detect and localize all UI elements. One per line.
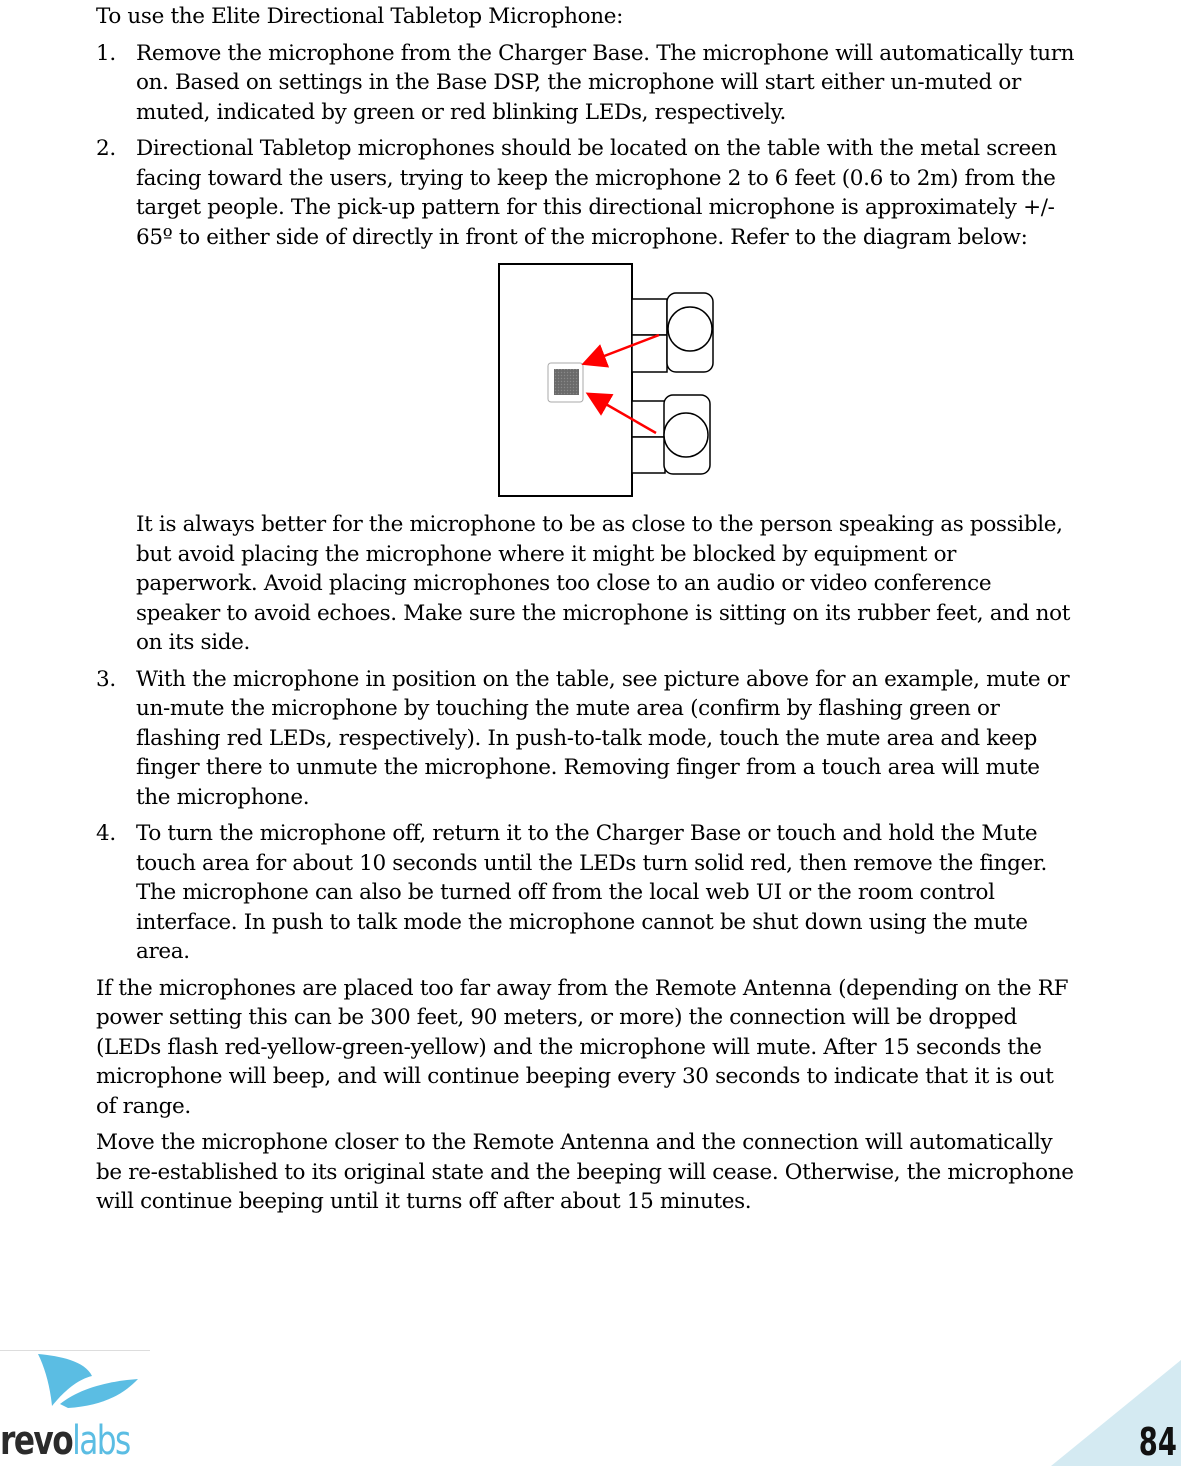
list-item-3: [96, 665, 1076, 813]
intro-text: To use the Elite Directional Tabletop Microphone:: [96, 4, 623, 29]
list-item-2: [96, 134, 1076, 658]
step-text: With the microphone in position on the table, see picture above for an example, mute or un-mute the microphone by touching the mute area (confirm by flashing green or flashing red LEDs, respectively). In push-to-talk mode, touch the mute area and keep finger there to unmute the microphone. Removing finger from a touch area will mute the microphone.: [136, 666, 1070, 810]
document-page: [96, 0, 1076, 1224]
step-2-note: It is always better for the microphone to be as close to the person speaking as possible, but avoid placing the microphone where it might be blocked by equipment or paperwork. Avoid placing microphones too close to an audio or video conference speaker to avoid echoes. Make sure the microphone is sitting on its rubber feet, and not on its side.: [136, 512, 1071, 655]
instructions-list: [96, 39, 1076, 967]
logo-revo: revo: [0, 1418, 73, 1464]
out-of-range-paragraph: If the microphones are placed too far away from the Remote Antenna (depending on the RF power setting this can be 300 feet, 90 meters, or more) the connection will be dropped (LEDs flash red-yellow-green-yellow) and the microphone will mute. After 15 seconds the microphone will beep, and will continue beeping every 30 seconds to indicate that it is out of range.: [96, 975, 1069, 1119]
revolabs-logo: [0, 1418, 130, 1464]
step-text: To turn the microphone off, return it to the Charger Base or touch and hold the Mute touch area for about 10 seconds until the LEDs turn solid red, then remove the finger. The microphone can also be turned off from the local web UI or the room control interface. In push to talk mode the microphone cannot be shut down using the mute area.: [136, 821, 1047, 964]
reconnect-paragraph: Move the microphone closer to the Remote Antenna and the connection will automatically be re-established to its original state and the beeping will cease. Otherwise, the microphone will continue beeping until it turns off after about 15 minutes.: [96, 1130, 1074, 1214]
step-number: 3.: [96, 666, 116, 692]
step-text: Remove the microphone from the Charger Base. The microphone will automatically turn on. Based on settings in the Base DSP, the microphone will start either un-muted or muted, indicated by green or red blinking LEDs, respectively.: [136, 40, 1075, 125]
step-number: 1.: [96, 40, 116, 66]
microphone-placement-diagram-icon: [494, 260, 724, 500]
step-number: 4.: [96, 821, 116, 846]
page-number: 84: [1138, 1420, 1177, 1464]
step-text: Directional Tabletop microphones should be located on the table with the metal screen facing toward the users, trying to keep the microphone 2 to 6 feet (0.6 to 2m) from the target people. The pick-up pattern for this directional microphone is approximately +/- 65º to either side of directly in front of the microphone. Refer to the diagram below:: [136, 136, 1057, 250]
placement-diagram: [494, 260, 724, 500]
step-number: 2.: [96, 136, 116, 161]
logo-labs: labs: [72, 1418, 130, 1464]
list-item-4: [96, 819, 1076, 967]
list-item-1: [96, 39, 1076, 128]
